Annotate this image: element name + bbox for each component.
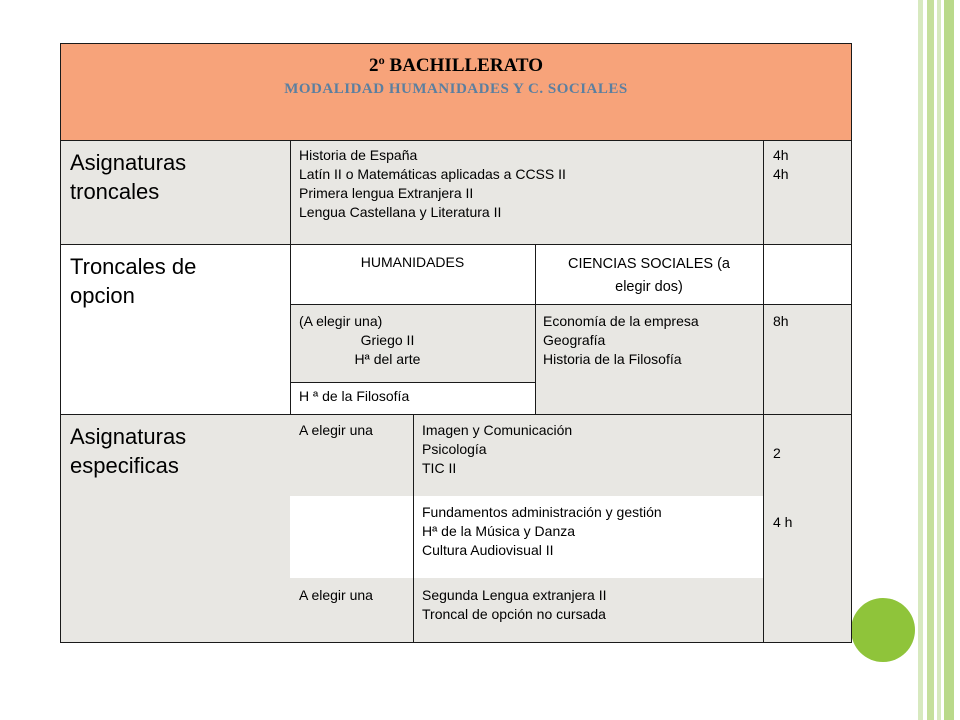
grid-line	[60, 414, 852, 415]
humanidades-choice: (A elegir una) Griego II Hª del arte	[290, 304, 535, 382]
ciencias-sociales-header: CIENCIAS SOCIALES (a elegir dos)	[535, 244, 763, 304]
especificas-choice-b-empty	[290, 496, 413, 578]
table-header	[60, 43, 852, 140]
grid-line	[290, 304, 852, 305]
page-subtitle: MODALIDAD HUMANIDADES Y C. SOCIALES	[284, 81, 628, 97]
row-label-especificas: Asignaturas especificas	[60, 414, 290, 642]
grid-line	[535, 244, 536, 414]
row-label-troncales: Asignaturas troncales	[60, 140, 290, 244]
grid-line	[60, 140, 852, 141]
decorative-bar	[927, 0, 934, 720]
especificas-hours: 2 4 h	[763, 414, 852, 642]
troncales-hours: 4h 4h	[763, 140, 852, 244]
grid-line	[60, 244, 852, 245]
troncales-opcion-hours: 8h	[763, 304, 852, 414]
grid-line	[851, 43, 852, 643]
especificas-choice-c: A elegir una	[290, 578, 413, 642]
especificas-choice-a: A elegir una	[290, 414, 413, 496]
humanidades-extra: H ª de la Filosofía	[290, 382, 535, 414]
grid-line	[60, 43, 61, 643]
grid-line	[290, 140, 291, 415]
page-title: 2º BACHILLERATO	[369, 55, 543, 76]
ciencias-sociales-subjects: Economía de la empresa Geografía Historia de la Filosofía	[535, 304, 763, 414]
grid-line	[290, 382, 535, 383]
grid-line	[763, 140, 764, 642]
decorative-bar	[944, 0, 954, 720]
especificas-group-a: Imagen y Comunicación Psicología TIC II	[413, 414, 763, 496]
row-label-troncales-opcion: Troncales de opcion	[60, 244, 290, 414]
troncales-opcion-hours-empty	[763, 244, 852, 304]
green-dot-decoration	[851, 598, 915, 662]
decorative-bar	[918, 0, 923, 720]
grid-line	[60, 43, 852, 44]
especificas-group-b: Fundamentos administración y gestión Hª de la Música y Danza Cultura Audiovisual II	[413, 496, 763, 578]
humanidades-header: HUMANIDADES	[290, 244, 535, 304]
especificas-group-c: Segunda Lengua extranjera II Troncal de opción no cursada	[413, 578, 763, 642]
decorative-bar	[937, 0, 941, 720]
grid-line	[413, 414, 414, 642]
troncales-subjects: Historia de España Latín II o Matemáticas aplicadas a CCSS II Primera lengua Extranjera II Lengua Castellana y Literatura II	[290, 140, 763, 244]
grid-line	[60, 642, 852, 643]
